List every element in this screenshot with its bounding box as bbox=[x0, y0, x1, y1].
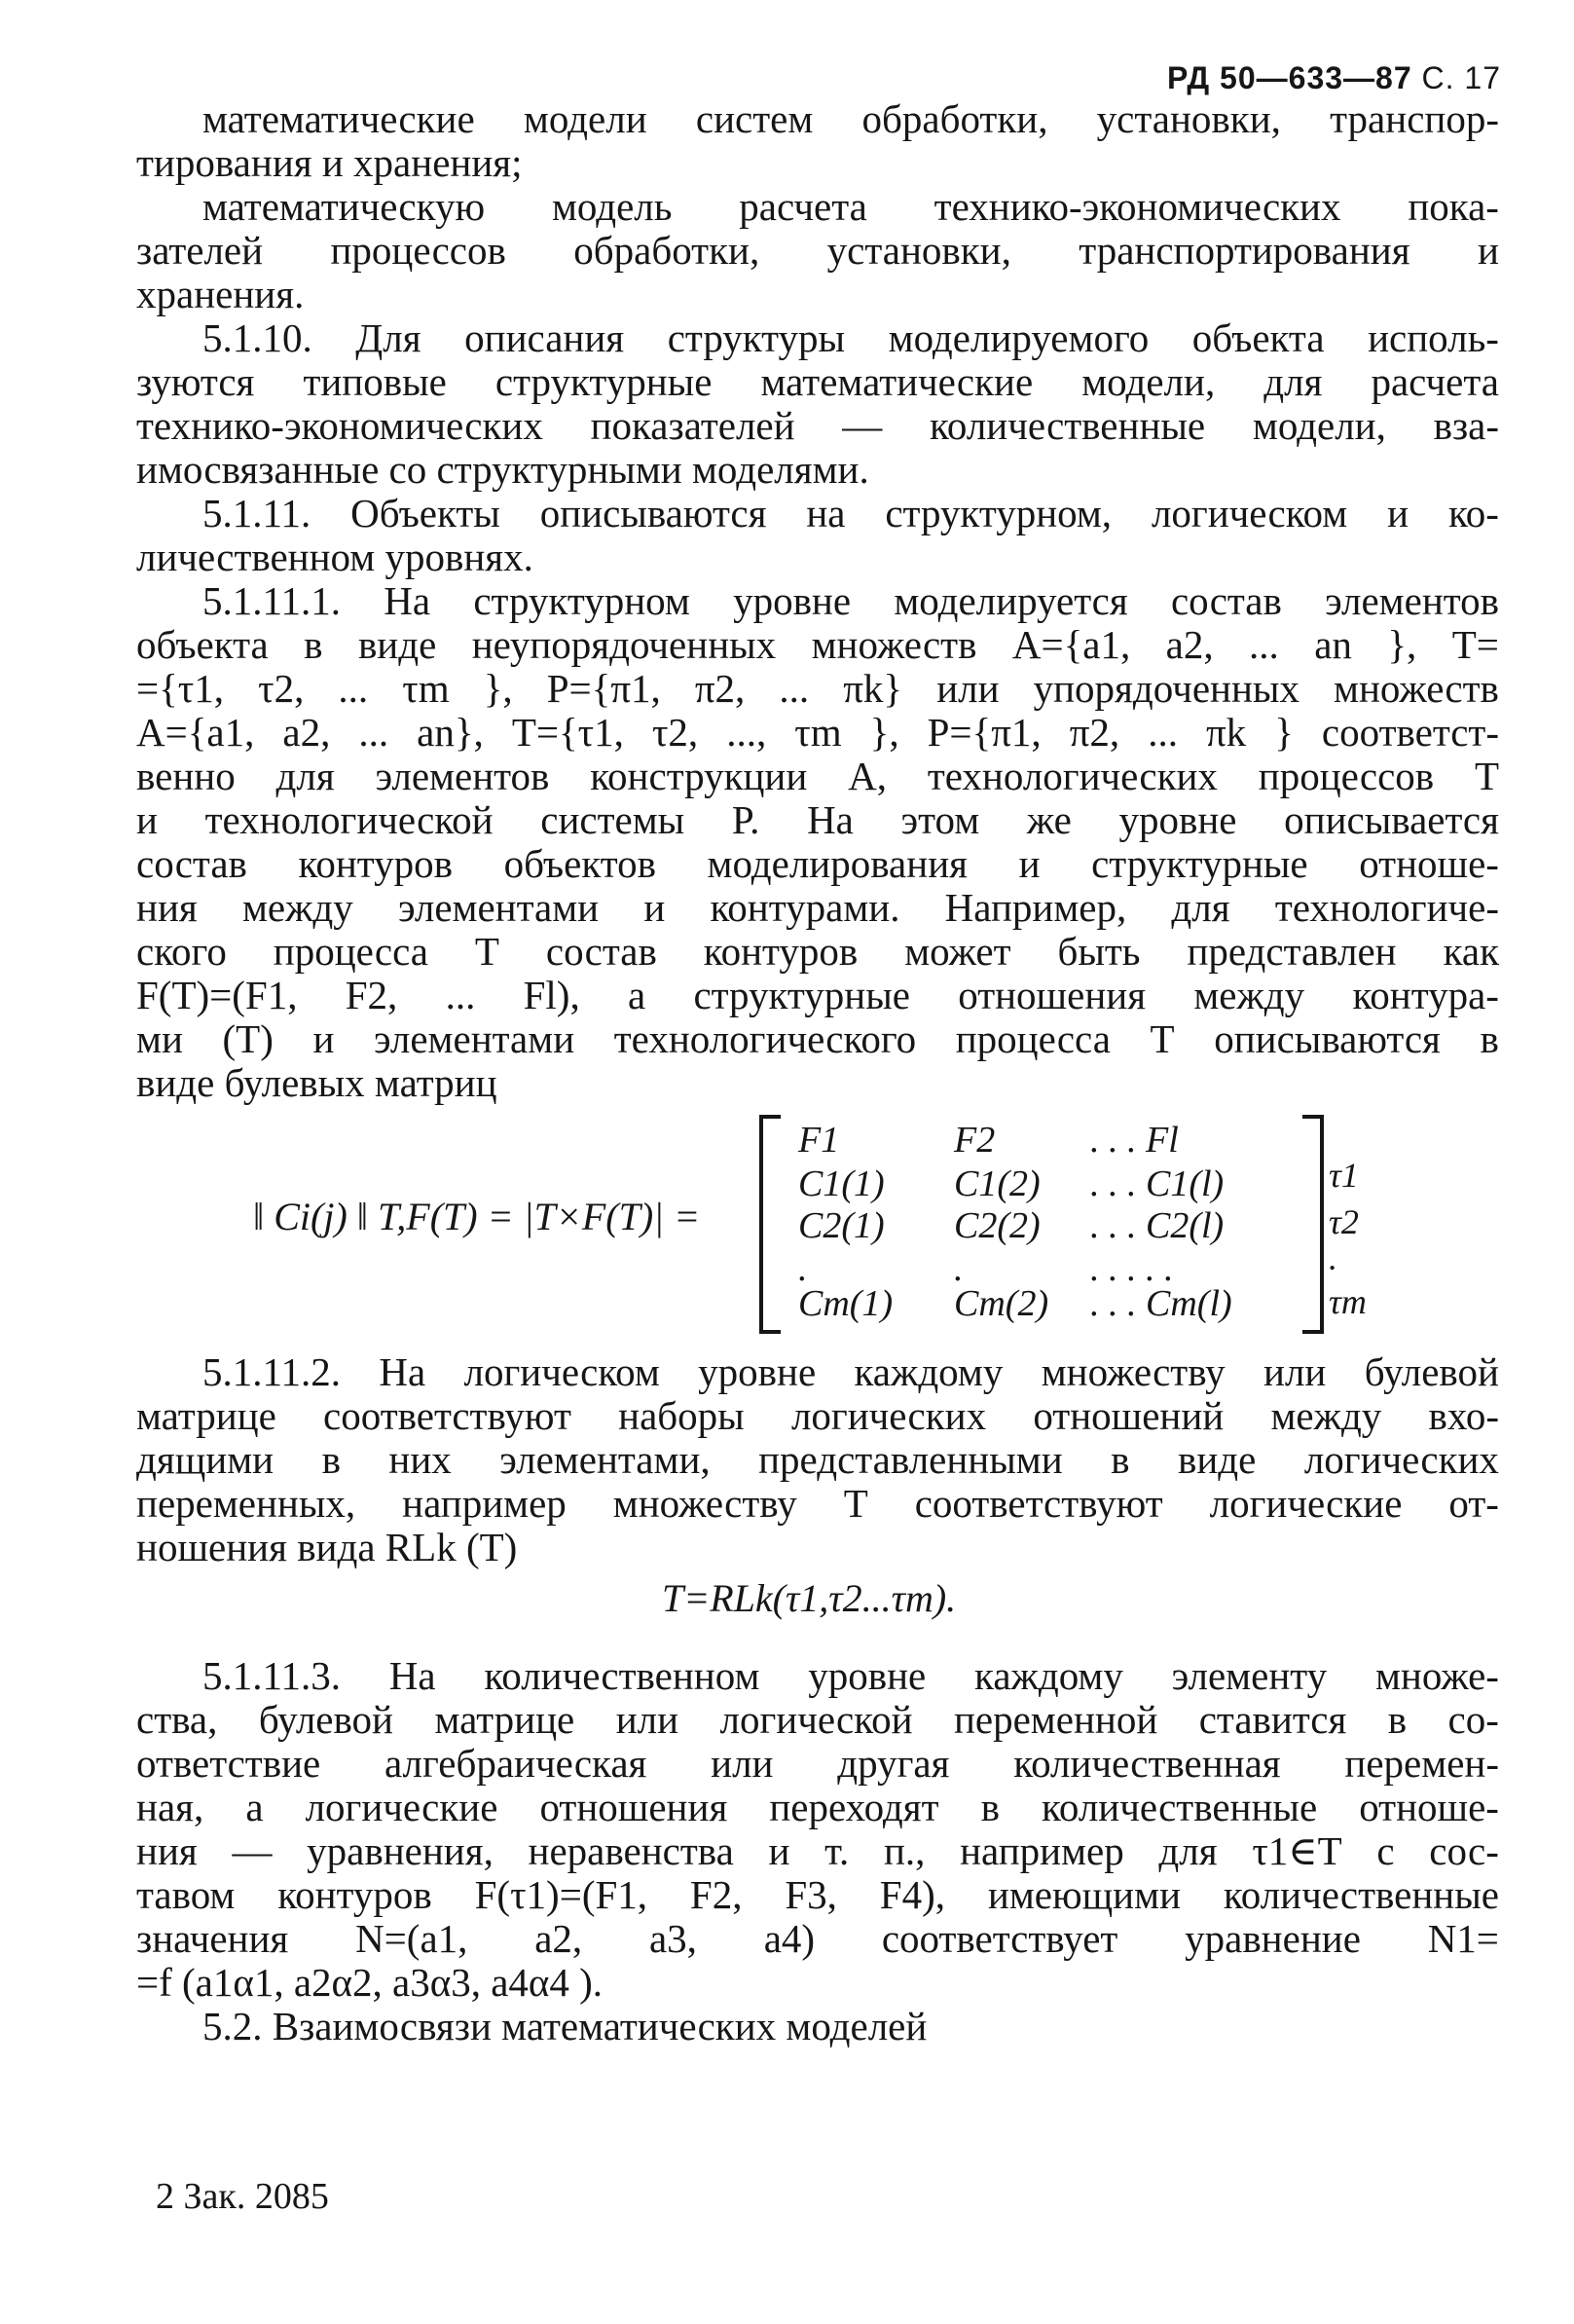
paragraph-4 bbox=[136, 492, 1499, 579]
text-line: ответствие алгебраическая или другая количественная перемен- bbox=[136, 1741, 1499, 1786]
text-line: дящими в них элементами, представленными в виде логических bbox=[136, 1437, 1499, 1482]
body-text bbox=[136, 97, 1499, 2048]
matrix-cell: . . . C2(l) bbox=[1090, 1205, 1225, 1246]
matrix-cell: C2(1) bbox=[798, 1205, 885, 1246]
paragraph-2 bbox=[136, 185, 1499, 316]
matrix-cell: F2 bbox=[954, 1120, 996, 1161]
text-line: и технологической системы P. На этом же уровне описывается bbox=[136, 797, 1499, 842]
text-line: 5.1.11.1. На структурном уровне моделируется состав элементов bbox=[202, 578, 1499, 623]
boolean-matrix-formula bbox=[136, 1115, 1499, 1339]
text-line: значения N=(a1, a2, a3, a4) соответствует уравнение N1= bbox=[136, 1916, 1499, 1961]
text-line: переменных, например множеству T соответствуют логические от- bbox=[136, 1481, 1499, 1526]
matrix-lhs: ‖ Ci(j) ‖ T,F(T) = |T×F(T)| = bbox=[253, 1195, 701, 1238]
matrix-cell: C1(2) bbox=[954, 1163, 1041, 1204]
paragraph-5 bbox=[136, 579, 1499, 1105]
text-line: ми (T) и элементами технологического процесса T описываются в bbox=[136, 1016, 1499, 1061]
logic-formula: T=RLk(τ1,τ2...τm). bbox=[662, 1576, 957, 1620]
text-line: технико-экономических показателей — количественные модели, вза- bbox=[136, 403, 1499, 448]
matrix-cell: C1(1) bbox=[798, 1163, 885, 1204]
text-line: личественном уровнях. bbox=[136, 535, 533, 579]
page-number: С. 17 bbox=[1421, 60, 1501, 95]
text-line: зателей процессов обработки, установки, транспортирования и bbox=[136, 228, 1499, 273]
text-line: тавом контуров F(τ1)=(F1, F2, F3, F4), имеющими количественные bbox=[136, 1872, 1499, 1917]
matrix-cell: Cm(2) bbox=[954, 1283, 1049, 1324]
text-line: тирования и хранения; bbox=[136, 140, 523, 185]
text-line: ния — уравнения, неравенства и т. п., например для τ1∈T с сос- bbox=[136, 1828, 1499, 1873]
matrix-cell: . bbox=[798, 1248, 808, 1289]
matrix-cell: . . . . . bbox=[1090, 1248, 1174, 1289]
text-line: ная, а логические отношения переходят в количественные отноше- bbox=[136, 1785, 1499, 1829]
text-line: математическую модель расчета технико-экономических пока- bbox=[202, 184, 1499, 229]
paragraph-1 bbox=[136, 97, 1499, 185]
text-line: 5.1.11.2. На логическом уровне каждому множеству или булевой bbox=[202, 1349, 1499, 1394]
text-line: имосвязанные со структурными моделями. bbox=[136, 447, 869, 492]
matrix-tau-label: τ1 bbox=[1329, 1156, 1359, 1195]
matrix-right-bracket bbox=[1302, 1115, 1324, 1334]
paragraph-6 bbox=[136, 1350, 1499, 1569]
page-header bbox=[1167, 60, 1501, 96]
text-line: хранения. bbox=[136, 272, 305, 316]
matrix-cell: . . . Fl bbox=[1090, 1120, 1179, 1161]
matrix-tau-label: τm bbox=[1329, 1282, 1367, 1321]
text-line: объекта в виде неупорядоченных множеств A={a1, a2, ... an }, T= bbox=[136, 622, 1499, 667]
matrix-cell: Cm(1) bbox=[798, 1283, 894, 1324]
matrix-cell: F1 bbox=[798, 1120, 840, 1161]
text-line: A={a1, a2, ... an}, T={τ1, τ2, ..., τm }, P={π1, π2, ... πk } соответст- bbox=[136, 710, 1499, 755]
text-line: ния между элементами и контурами. Например, для технологиче- bbox=[136, 885, 1499, 930]
paragraph-7 bbox=[136, 1654, 1499, 2005]
text-line: 5.2. Взаимосвязи математических моделей bbox=[202, 2004, 928, 2048]
matrix-cell: . . . Cm(l) bbox=[1090, 1283, 1232, 1324]
text-line: 5.1.11.3. На количественном уровне каждому элементу множе- bbox=[202, 1653, 1499, 1698]
text-line: состав контуров объектов моделирования и структурные отноше- bbox=[136, 841, 1499, 886]
text-line: ского процесса T состав контуров может быть представлен как bbox=[136, 929, 1499, 974]
text-line: виде булевых матриц bbox=[136, 1060, 497, 1105]
text-line: ={τ1, τ2, ... τm }, P={π1, π2, ... πk} или упорядоченных множеств bbox=[136, 666, 1499, 711]
text-line: =f (a1α1, a2α2, a3α3, a4α4 ). bbox=[136, 1960, 604, 2005]
text-line: 5.1.11. Объекты описываются на структурном, логическом и ко- bbox=[202, 491, 1499, 535]
text-line: F(T)=(F1, F2, ... Fl), а структурные отношения между контура- bbox=[136, 973, 1499, 1017]
text-line: математические модели систем обработки, установки, транспор- bbox=[202, 96, 1499, 141]
text-line: зуются типовые структурные математические модели, для расчета bbox=[136, 359, 1499, 404]
matrix bbox=[759, 1115, 1324, 1334]
text-line: матрице соответствуют наборы логических отношений между вхо- bbox=[136, 1393, 1499, 1438]
text-line: 5.1.10. Для описания структуры моделируемого объекта исполь- bbox=[202, 315, 1499, 360]
text-line: ства, булевой матрице или логической переменной ставится в со- bbox=[136, 1697, 1499, 1742]
matrix-tau-label: τ2 bbox=[1329, 1202, 1359, 1241]
matrix-tau-label: . bbox=[1329, 1238, 1337, 1277]
text-line: венно для элементов конструкции A, технологических процессов T bbox=[136, 754, 1499, 798]
paragraph-3 bbox=[136, 316, 1499, 492]
matrix-cell: . bbox=[954, 1248, 964, 1289]
matrix-left-bracket bbox=[759, 1115, 781, 1334]
paragraph-8 bbox=[136, 2005, 1499, 2048]
matrix-cell: . . . C1(l) bbox=[1090, 1163, 1225, 1204]
text-line: ношения вида RLk (T) bbox=[136, 1525, 518, 1569]
page-footer: 2 Зак. 2085 bbox=[156, 2176, 329, 2217]
matrix-cell: C2(2) bbox=[954, 1205, 1041, 1246]
doc-number: РД 50—633—87 bbox=[1167, 60, 1412, 95]
